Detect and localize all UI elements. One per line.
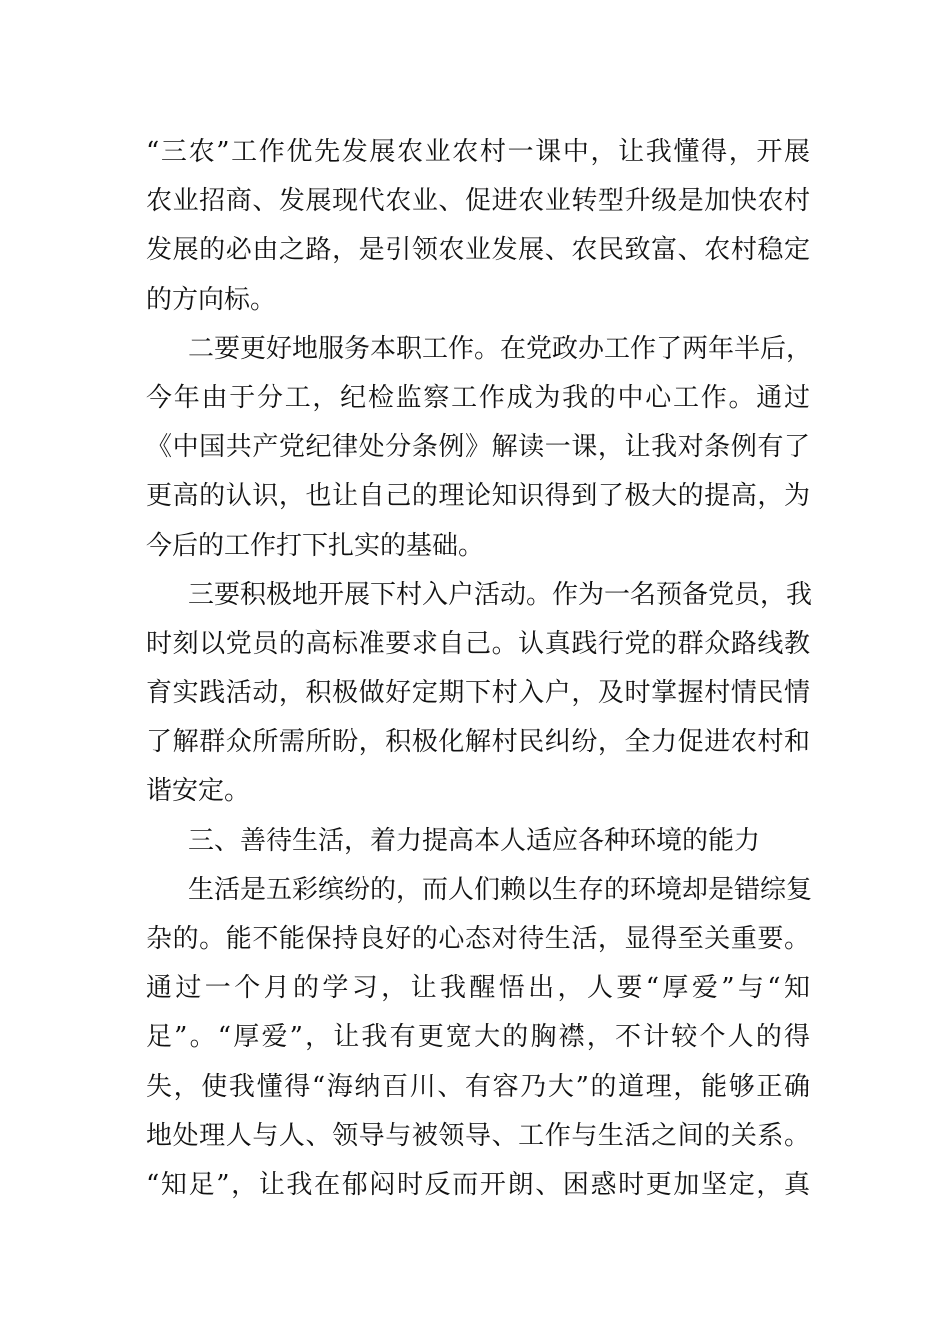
text-line: 谐安定。 bbox=[146, 776, 251, 807]
text-line: 失，使我懂得“海纳百川、有容乃大”的道理，能够正确 bbox=[146, 1071, 810, 1102]
text-line: 今后的工作打下扎实的基础。 bbox=[146, 530, 485, 561]
text-line: 三要积极地开展下村入户活动。作为一名预备党员，我 bbox=[188, 579, 813, 610]
text-line: 足”。“厚爱”，让我有更宽大的胸襟，不计较个人的得 bbox=[146, 1022, 810, 1053]
text-line: 了解群众所需所盼，积极化解村民纠纷，全力促进农村和 bbox=[146, 727, 810, 758]
text-line: 更高的认识，也让自己的理论知识得到了极大的提高，为 bbox=[146, 481, 810, 512]
text-line: 生活是五彩缤纷的，而人们赖以生存的环境却是错综复 bbox=[188, 874, 813, 905]
text-line: “知足”，让我在郁闷时反而开朗、困惑时更加坚定，真 bbox=[146, 1169, 810, 1200]
text-line: 《中国共产党纪律处分条例》解读一课，让我对条例有了 bbox=[146, 432, 810, 463]
text-line: 时刻以党员的高标准要求自己。认真践行党的群众路线教 bbox=[146, 628, 810, 659]
text-line: “三农”工作优先发展农业农村一课中，让我懂得，开展 bbox=[146, 137, 810, 167]
text-line: 二要更好地服务本职工作。在党政办工作了两年半后， bbox=[188, 333, 813, 364]
text-line: 通过一个月的学习，让我醒悟出，人要“厚爱”与“知 bbox=[146, 973, 810, 1004]
text-line: 农业招商、发展现代农业、促进农业转型升级是加快农村 bbox=[146, 186, 810, 217]
document-body bbox=[146, 128, 813, 1210]
text-line: 杂的。能不能保持良好的心态对待生活，显得至关重要。 bbox=[146, 924, 810, 954]
text-line: 地处理人与人、领导与被领导、工作与生活之间的关系。 bbox=[146, 1120, 810, 1151]
text-line: 的方向标。 bbox=[146, 284, 277, 315]
text-line: 今年由于分工，纪检监察工作成为我的中心工作。通过 bbox=[146, 382, 810, 413]
text-line: 发展的必由之路，是引领农业发展、农民致富、农村稳定 bbox=[146, 235, 810, 266]
text-line: 三、善待生活，着力提高本人适应各种环境的能力 bbox=[188, 825, 761, 856]
text-line: 育实践活动，积极做好定期下村入户，及时掌握村情民情 bbox=[146, 678, 810, 709]
